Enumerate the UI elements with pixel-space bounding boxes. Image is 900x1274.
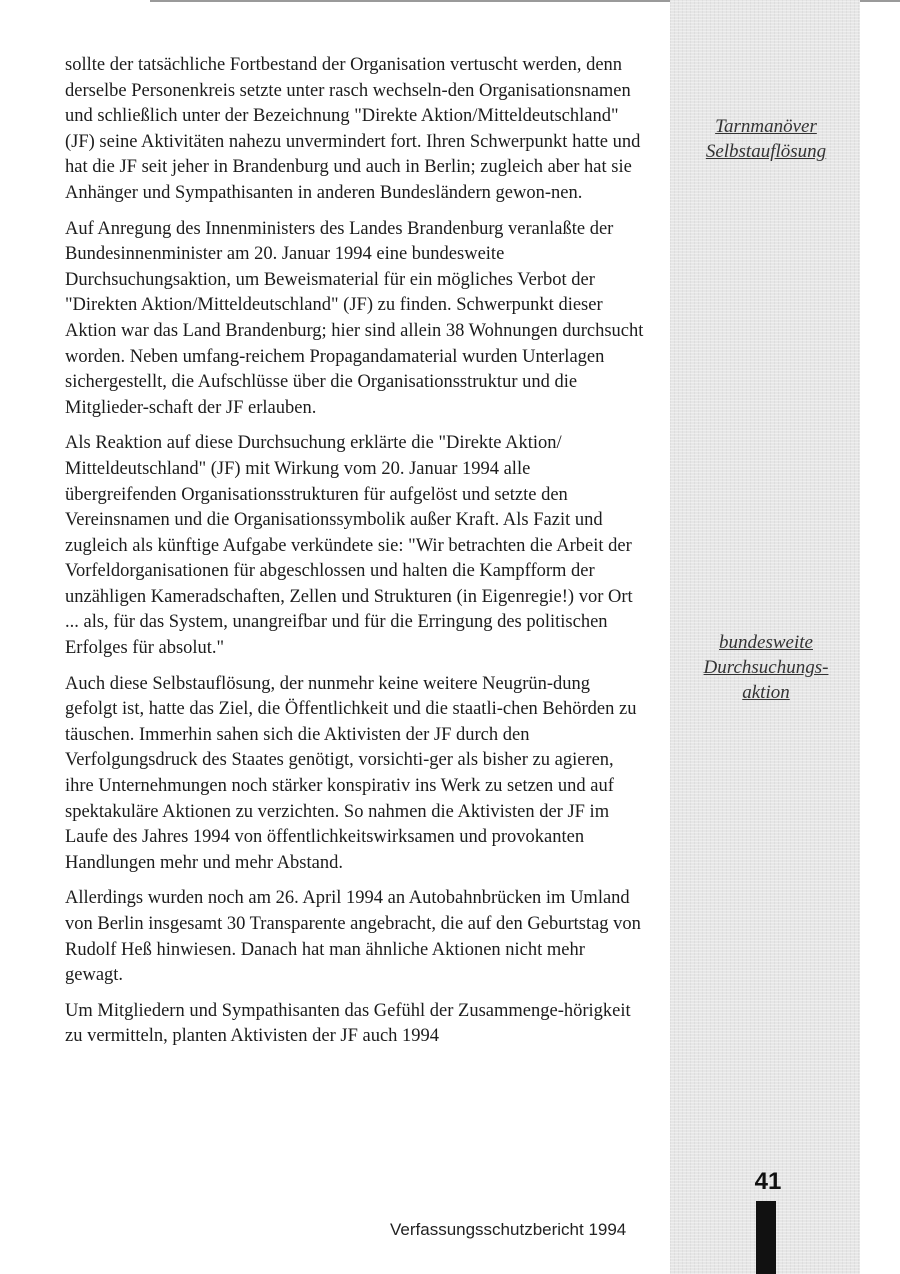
- paragraph-5: Allerdings wurden noch am 26. April 1994 an Autobahnbrücken im Umland von Berlin insgesamt 30 Transparente angebracht, die auf den Geburtstag von Rudolf Heß hinwiesen. Danach hat man ähnliche Aktionen nicht mehr gewagt.: [65, 888, 641, 986]
- margin-note-line: Durchsuchungs-: [703, 657, 829, 678]
- margin-note-line: aktion: [742, 682, 790, 703]
- margin-note-line: Selbstauflösung: [705, 141, 827, 162]
- margin-note-line: Tarnmanöver: [715, 116, 817, 137]
- paragraph-4: Auch diese Selbstauflösung, der nunmehr keine weitere Neugrün-dung gefolgt ist, hatte das Ziel, die Öffentlichkeit und die staatli-chen Behörden zu täuschen. Immerhin sahen sich die Aktivisten der JF durch den Verfolgungsdruck des Staates genötigt, vorsichti-ger als bisher zu agieren, ihre Unternehmungen noch stärker konspirativ ins Werk zu setzen und auf spektakuläre Aktionen zu verzichten. So nahmen die Aktivisten der JF im Laufe des Jahres 1994 von öffentlichkeitswirksamen und provokanten Handlungen mehr und mehr Abstand.: [65, 673, 637, 873]
- paragraph-3: Als Reaktion auf diese Durchsuchung erklärte die "Direkte Aktion/ Mitteldeutschland" (JF) mit Wirkung vom 20. Januar 1994 alle übergreifenden Organisationsstrukturen für aufgelöst und setzte den Vereinsnamen und die Organisationssymbolik außer Kraft. Als Fazit und zugleich als künftige Aufgabe verkündete sie: "Wir betrachten die Arbeit der Vorfeldorganisationen für abgeschlossen und halten die Kampfform der unzähligen Kameradschaften, Zellen und Strukturen (in Eigenregie!) vor Ort ... als, für das System, unangreifbar und für die Erringung des politischen Erfolges für absolut.": [65, 433, 633, 659]
- margin-note-durchsuchungsaktion: [676, 630, 856, 705]
- page-thumb-bar: [756, 1201, 776, 1274]
- footer-title: Verfassungsschutzbericht 1994: [390, 1220, 627, 1239]
- margin-note-line: bundesweite: [719, 632, 813, 653]
- paragraph-1: sollte der tatsächliche Fortbestand der Organisation vertuscht werden, denn derselbe Personenkreis setzte unter rasch wechseln-den Organisationsnamen und schließlich unter der Bezeichnung "Direkte Aktion/Mitteldeutschland" (JF) seine Aktivitäten nahezu unvermindert fort. Ihren Schwerpunkt hatte und hat die JF seit jeher in Brandenburg und auch in Berlin; zugleich aber hat sie Anhänger und Sympathisanten in anderen Bundesländern gewon-nen.: [65, 55, 641, 203]
- paragraph-2: Auf Anregung des Innenministers des Landes Brandenburg veranlaßte der Bundesinnenminister am 20. Januar 1994 eine bundesweite Durchsuchungsaktion, um Beweismaterial für ein mögliches Verbot der "Direkten Aktion/Mitteldeutschland" (JF) zu finden. Schwerpunkt dieser Aktion war das Land Brandenburg; hier sind allein 38 Wohnungen durchsucht worden. Neben umfang-reichem Propagandamaterial wurden Unterlagen sichergestellt, die Aufschlüsse über die Organisationsstruktur und die Mitglieder-schaft der JF erlauben.: [65, 218, 644, 418]
- paragraph-6: Um Mitgliedern und Sympathisanten das Gefühl der Zusammenge-hörigkeit zu vermitteln, planten Aktivisten der JF auch 1994: [65, 1000, 631, 1047]
- page-number: 41: [754, 1168, 782, 1195]
- body-text: [65, 53, 645, 1060]
- margin-note-tarnmanoever: [676, 114, 856, 164]
